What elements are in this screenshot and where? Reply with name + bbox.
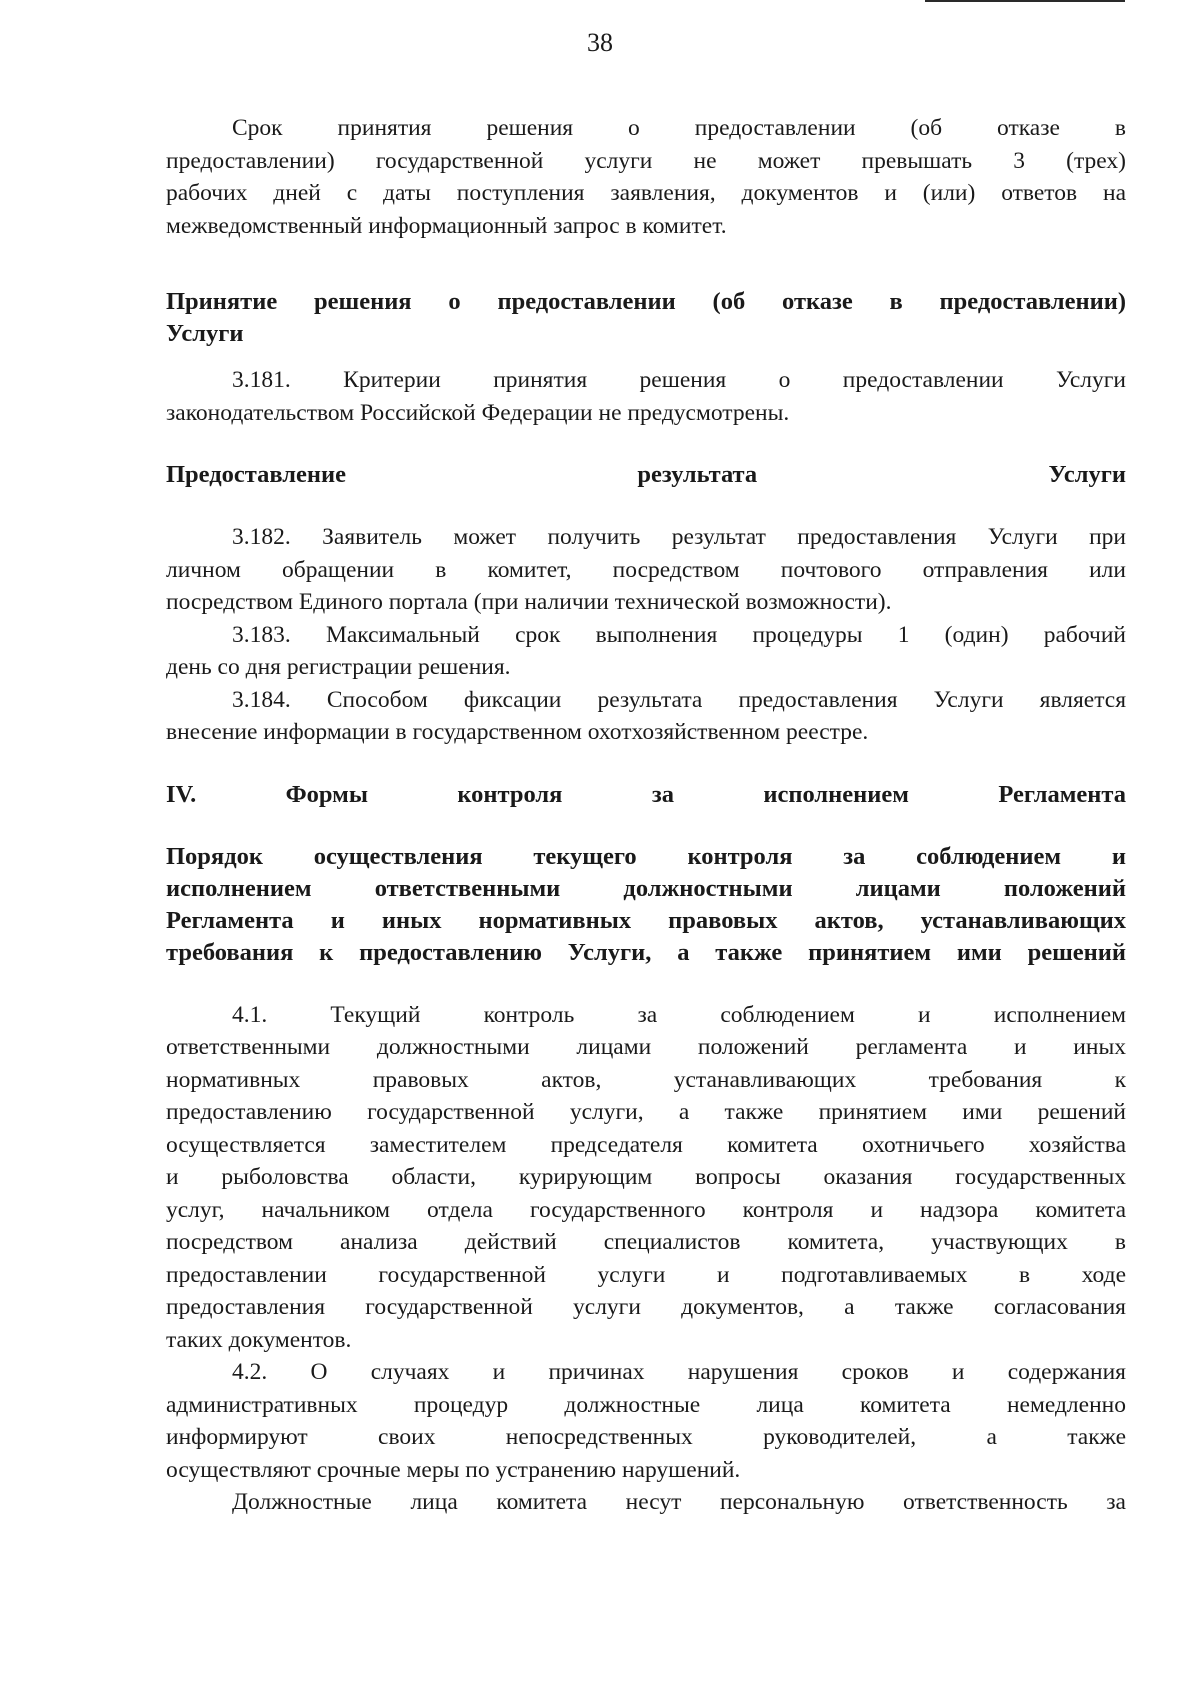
heading-line: требования к предоставлению Услуги, а также принятием ими решений: [166, 938, 1126, 966]
document-body: [166, 112, 1126, 1519]
text-line: Срок принятия решения о предоставлении (об отказе в: [232, 115, 1126, 141]
paragraph-4-2: [166, 1356, 1126, 1486]
text-line: 3.181. Критерии принятия решения о предоставлении Услуги: [232, 367, 1126, 393]
text-line: и рыболовства области, курирующим вопросы оказания государственных: [166, 1164, 1126, 1190]
text-line: предоставлению государственной услуги, а также принятием ими решений: [166, 1099, 1126, 1125]
heading-result: Предоставление результата Услуги: [166, 461, 1126, 488]
heading-control-procedure: [166, 841, 1126, 969]
text-line: административных процедур должностные лица комитета немедленно: [166, 1391, 1126, 1418]
text-line: 3.183. Максимальный срок выполнения процедуры 1 (один) рабочий: [232, 621, 1126, 648]
text-line: посредством анализа действий специалистов комитета, участвующих в: [166, 1229, 1126, 1255]
paragraph-3-182: [166, 521, 1126, 619]
text-line: таких документов.: [166, 1326, 352, 1353]
text-line: предоставлении государственной услуги и подготавливаемых в ходе: [166, 1261, 1126, 1288]
paragraph-3-181: [166, 364, 1126, 429]
text-line: предоставления государственной услуги документов, а также согласования: [166, 1294, 1126, 1320]
text-line: осуществляют срочные меры по устранению нарушений.: [166, 1456, 741, 1483]
page-number: 38: [587, 28, 613, 57]
heading-line: исполнением ответственными должностными лицами положений: [166, 874, 1126, 902]
paragraph-3-184: [166, 684, 1126, 749]
text-line: информируют своих непосредственных руководителей, а также: [166, 1424, 1126, 1450]
text-line: 3.182. Заявитель может получить результат предоставления Услуги при: [232, 524, 1126, 550]
heading-line: Порядок осуществления текущего контроля за соблюдением и: [166, 842, 1126, 870]
text-line: 4.2. О случаях и причинах нарушения сроков и содержания: [232, 1359, 1126, 1385]
paragraph-3-183: [166, 619, 1126, 684]
heading-section-iv: IV. Формы контроля за исполнением Регламента: [166, 780, 1126, 808]
text-line: внесение информации в государственном охотхозяйственном реестре.: [166, 719, 869, 745]
text-line: межведомственный информационный запрос в комитет.: [166, 212, 727, 239]
text-line: посредством Единого портала (при наличии технической возможности).: [166, 589, 892, 615]
paragraph-4-1: [166, 999, 1126, 1357]
text-line: личном обращении в комитет, посредством почтового отправления или: [166, 556, 1126, 583]
top-edge-line: [925, 0, 1125, 2]
heading-line: Регламента и иных нормативных правовых актов, устанавливающих: [166, 906, 1126, 934]
heading-line: Услуги: [166, 320, 244, 347]
text-line: 3.184. Способом фиксации результата предоставления Услуги является: [232, 686, 1126, 713]
paragraph-decision-term: [166, 112, 1126, 242]
heading-line: Принятие решения о предоставлении (об отказе в предоставлении): [166, 288, 1126, 315]
text-line: нормативных правовых актов, устанавливающих требования к: [166, 1066, 1126, 1093]
text-line: законодательством Российской Федерации не предусмотрены.: [166, 399, 790, 426]
text-line: услуг, начальником отдела государственного контроля и надзора комитета: [166, 1196, 1126, 1223]
text-line: Должностные лица комитета несут персональную ответственность за: [232, 1489, 1126, 1515]
text-line: день со дня регистрации решения.: [166, 654, 511, 680]
heading-decision: [166, 286, 1126, 350]
paragraph-responsibility: [166, 1486, 1126, 1519]
text-line: осуществляется заместителем председателя комитета охотничьего хозяйства: [166, 1131, 1126, 1158]
text-line: ответственными должностными лицами положений регламента и иных: [166, 1034, 1126, 1060]
text-line: 4.1. Текущий контроль за соблюдением и исполнением: [232, 1001, 1126, 1028]
text-line: рабочих дней с даты поступления заявления, документов и (или) ответов на: [166, 180, 1126, 206]
text-line: предоставлении) государственной услуги не может превышать 3 (трех): [166, 147, 1126, 174]
